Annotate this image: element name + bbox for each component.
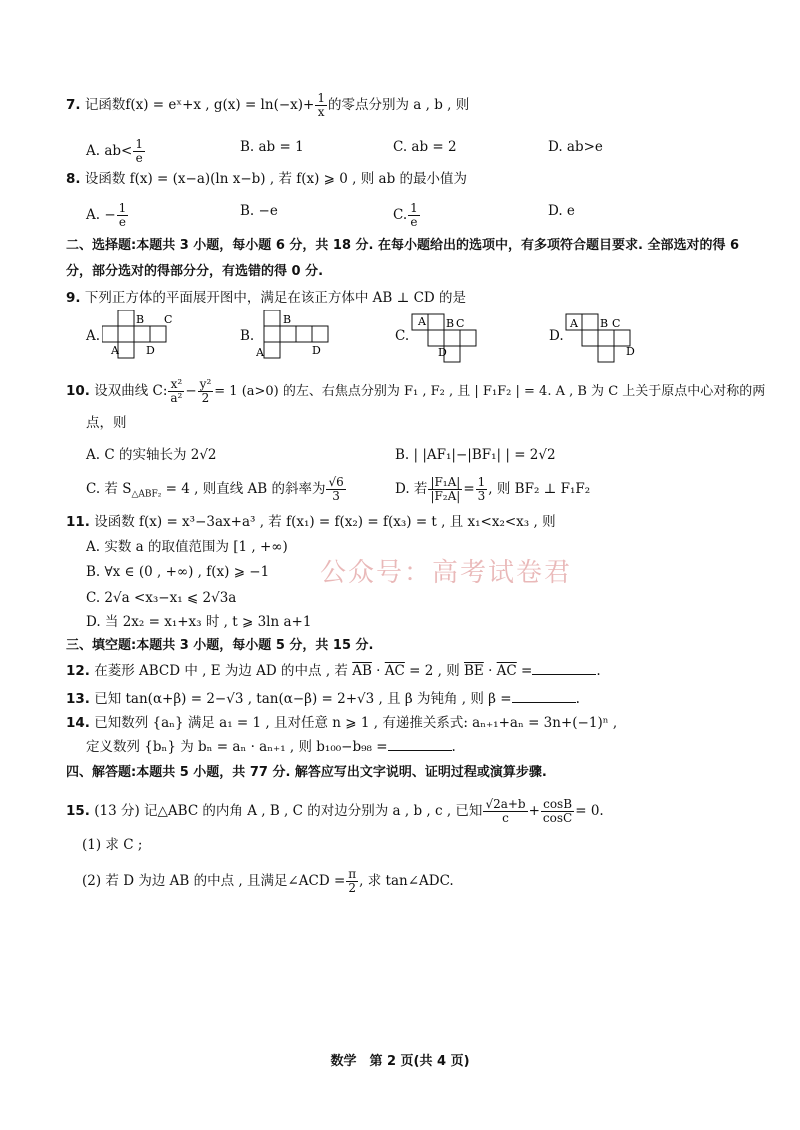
q9d-label-d: D: [626, 345, 635, 358]
q9a-label-a: A: [111, 344, 119, 357]
q7-number: 7.: [66, 97, 81, 113]
q9-net-a: [102, 310, 182, 370]
q9d-label-a: A: [570, 317, 578, 330]
q10-stem-cont: 点，则: [86, 415, 127, 431]
q9-net-c: [410, 308, 490, 370]
section2-header-line1: 二、选择题:本题共 3 小题，每小题 6 分，共 18 分. 在每小题给出的选项中，有多项符合题目要求. 全部选对的得 6: [66, 238, 740, 253]
q9-option-c-label: C.: [395, 328, 410, 344]
q11-stem: 11. 设函数 f(x) = x³−3ax+a³ , 若 f(x₁) = f(x₂) = f(x₃) = t , 且 x₁<x₂<x₃ , 则: [66, 514, 556, 530]
q9-net-d: [564, 308, 644, 370]
q9a-label-b: B: [136, 313, 145, 326]
q10-option-c: C. 若 $S_{\triangle ABF_2} = 4$ , 则直线 AB 的斜率为 $\frac{√6}{3}$: [86, 475, 344, 503]
q14-stem: 14. 已知数列 {aₙ} 满足 a₁ = 1 , 且对任意 n ⩾ 1 , 有递推关系式: aₙ₊₁+aₙ = 3n+(−1)ⁿ ,: [66, 715, 618, 731]
q9a-label-d: D: [146, 344, 155, 357]
q15-part2: (2) 若 D 为边 AB 的中点 , 且满足∠ACD = $\frac{\pi}{2}$ , 求 tan∠ADC.: [82, 867, 454, 895]
q9b-label-a: A: [256, 346, 264, 359]
q10-option-d: D. 若 $\frac{\text{|F₁A|}}{\text{|F₂A|}}$ = $\frac{1}{3}$ , 则 BF₂ ⊥ F₁F₂: [395, 475, 591, 503]
q8-option-c: C. $\frac{1}{e}$: [393, 201, 418, 229]
section4-header: 四、解答题:本题共 5 小题，共 77 分. 解答应写出文字说明、证明过程或演算步骤.: [66, 765, 547, 780]
q8-option-d: D. e: [548, 203, 575, 219]
q12-answer-blank: [532, 662, 596, 675]
q7-stem: 7. 记函数f(x) = eˣ+x , g(x) = ln(−x)+ $\frac{1}{x}$ 的零点分别为 a , b , 则: [66, 91, 470, 119]
q15-stem: 15. (13 分) 记△ABC 的内角 A , B , C 的对边分别为 a , b , c , 已知 $\frac{√2a+b}{c}$ + $\frac{\cos B}{\cos C}$ = 0.: [66, 797, 604, 825]
q13-stem: 13. 已知 tan(α+β) = 2−√3 , tan(α−β) = 2+√3 , 且 β 为钝角 , 则 β = .: [66, 691, 580, 707]
q10-option-a: A. C 的实轴长为 2√2: [86, 447, 217, 463]
page-footer: 数学 第 2 页(共 4 页): [330, 1054, 470, 1069]
q14-answer-blank: [388, 738, 452, 751]
q8-option-b: B. −e: [240, 203, 278, 219]
q9c-label-d: D: [438, 346, 447, 359]
q9-stem: 9. 下列正方体的平面展开图中，满足在该正方体中 AB ⊥ CD 的是: [66, 290, 467, 306]
q11-option-c: C. 2√a <x₃−x₁ ⩽ 2√3a: [86, 590, 237, 606]
q9-option-a-label: A.: [86, 328, 101, 344]
q7-option-b: B. ab = 1: [240, 139, 304, 155]
q12-stem: 12. 在菱形 ABCD 中 , E 为边 AD 的中点 , 若 $\overline{AB} \cdot \overline{AC} = 2$ , 则 $\overline{BE} \cdot \overline{AC}$ = .: [66, 663, 601, 679]
q9b-label-b: B: [283, 313, 292, 326]
q7-option-c: C. ab = 2: [393, 139, 457, 155]
q9c-label-c: C: [456, 317, 465, 330]
q9c-label-a: A: [418, 315, 426, 328]
q11-option-a: A. 实数 a 的取值范围为 [1 , +∞): [86, 539, 288, 555]
q9d-label-c: C: [612, 317, 621, 330]
q10-option-b: B. | |AF₁|−|BF₁| | = 2√2: [395, 447, 556, 463]
q9-option-b-label: B.: [240, 328, 255, 344]
section2-header-line2: 分，部分选对的得部分分，有选错的得 0 分.: [66, 264, 324, 279]
q7-option-a: A. ab< $\frac{1}{e}$: [86, 137, 143, 165]
q9c-label-b: B: [446, 317, 455, 330]
q9-option-d-label: D.: [549, 328, 564, 344]
q15-part1: (1) 求 C ;: [82, 837, 143, 853]
q9b-label-d: D: [312, 344, 321, 357]
section3-header: 三、填空题:本题共 3 小题，每小题 5 分，共 15 分.: [66, 638, 374, 653]
watermark: 公众号：高考试卷君: [320, 558, 573, 588]
q8-option-a: A. − $\frac{1}{e}$: [86, 201, 127, 229]
q9-net-b: [256, 310, 346, 370]
q9d-label-b: B: [600, 317, 609, 330]
q7-fraction: $\frac{1}{x}$: [317, 91, 325, 119]
q10-stem: 10. 设双曲线 C: $\frac{\text{x²}}{\text{a²}}$ − $\frac{\text{y²}}{2}$ = 1 (a>0) 的左、右焦点分别为 F₁ , F₂ , 且 | F₁F₂ | = 4. A , B 为 C 上关于原点中心对称的两: [66, 377, 766, 405]
q11-option-d: D. 当 2x₂ = x₁+x₃ 时 , t ⩾ 3ln a+1: [86, 614, 312, 630]
q9a-label-c: C: [164, 313, 173, 326]
q8-stem: 8. 设函数 f(x) = (x−a)(ln x−b) , 若 f(x) ⩾ 0 , 则 ab 的最小值为: [66, 171, 468, 187]
q14-stem-cont: 定义数列 {bₙ} 为 bₙ = aₙ · aₙ₊₁ , 则 b₁₀₀−b₉₈ = .: [86, 739, 456, 755]
q13-answer-blank: [512, 690, 576, 703]
q11-option-b: B. ∀x ∈ (0 , +∞) , f(x) ⩾ −1: [86, 564, 270, 580]
q7-option-d: D. ab>e: [548, 139, 603, 155]
